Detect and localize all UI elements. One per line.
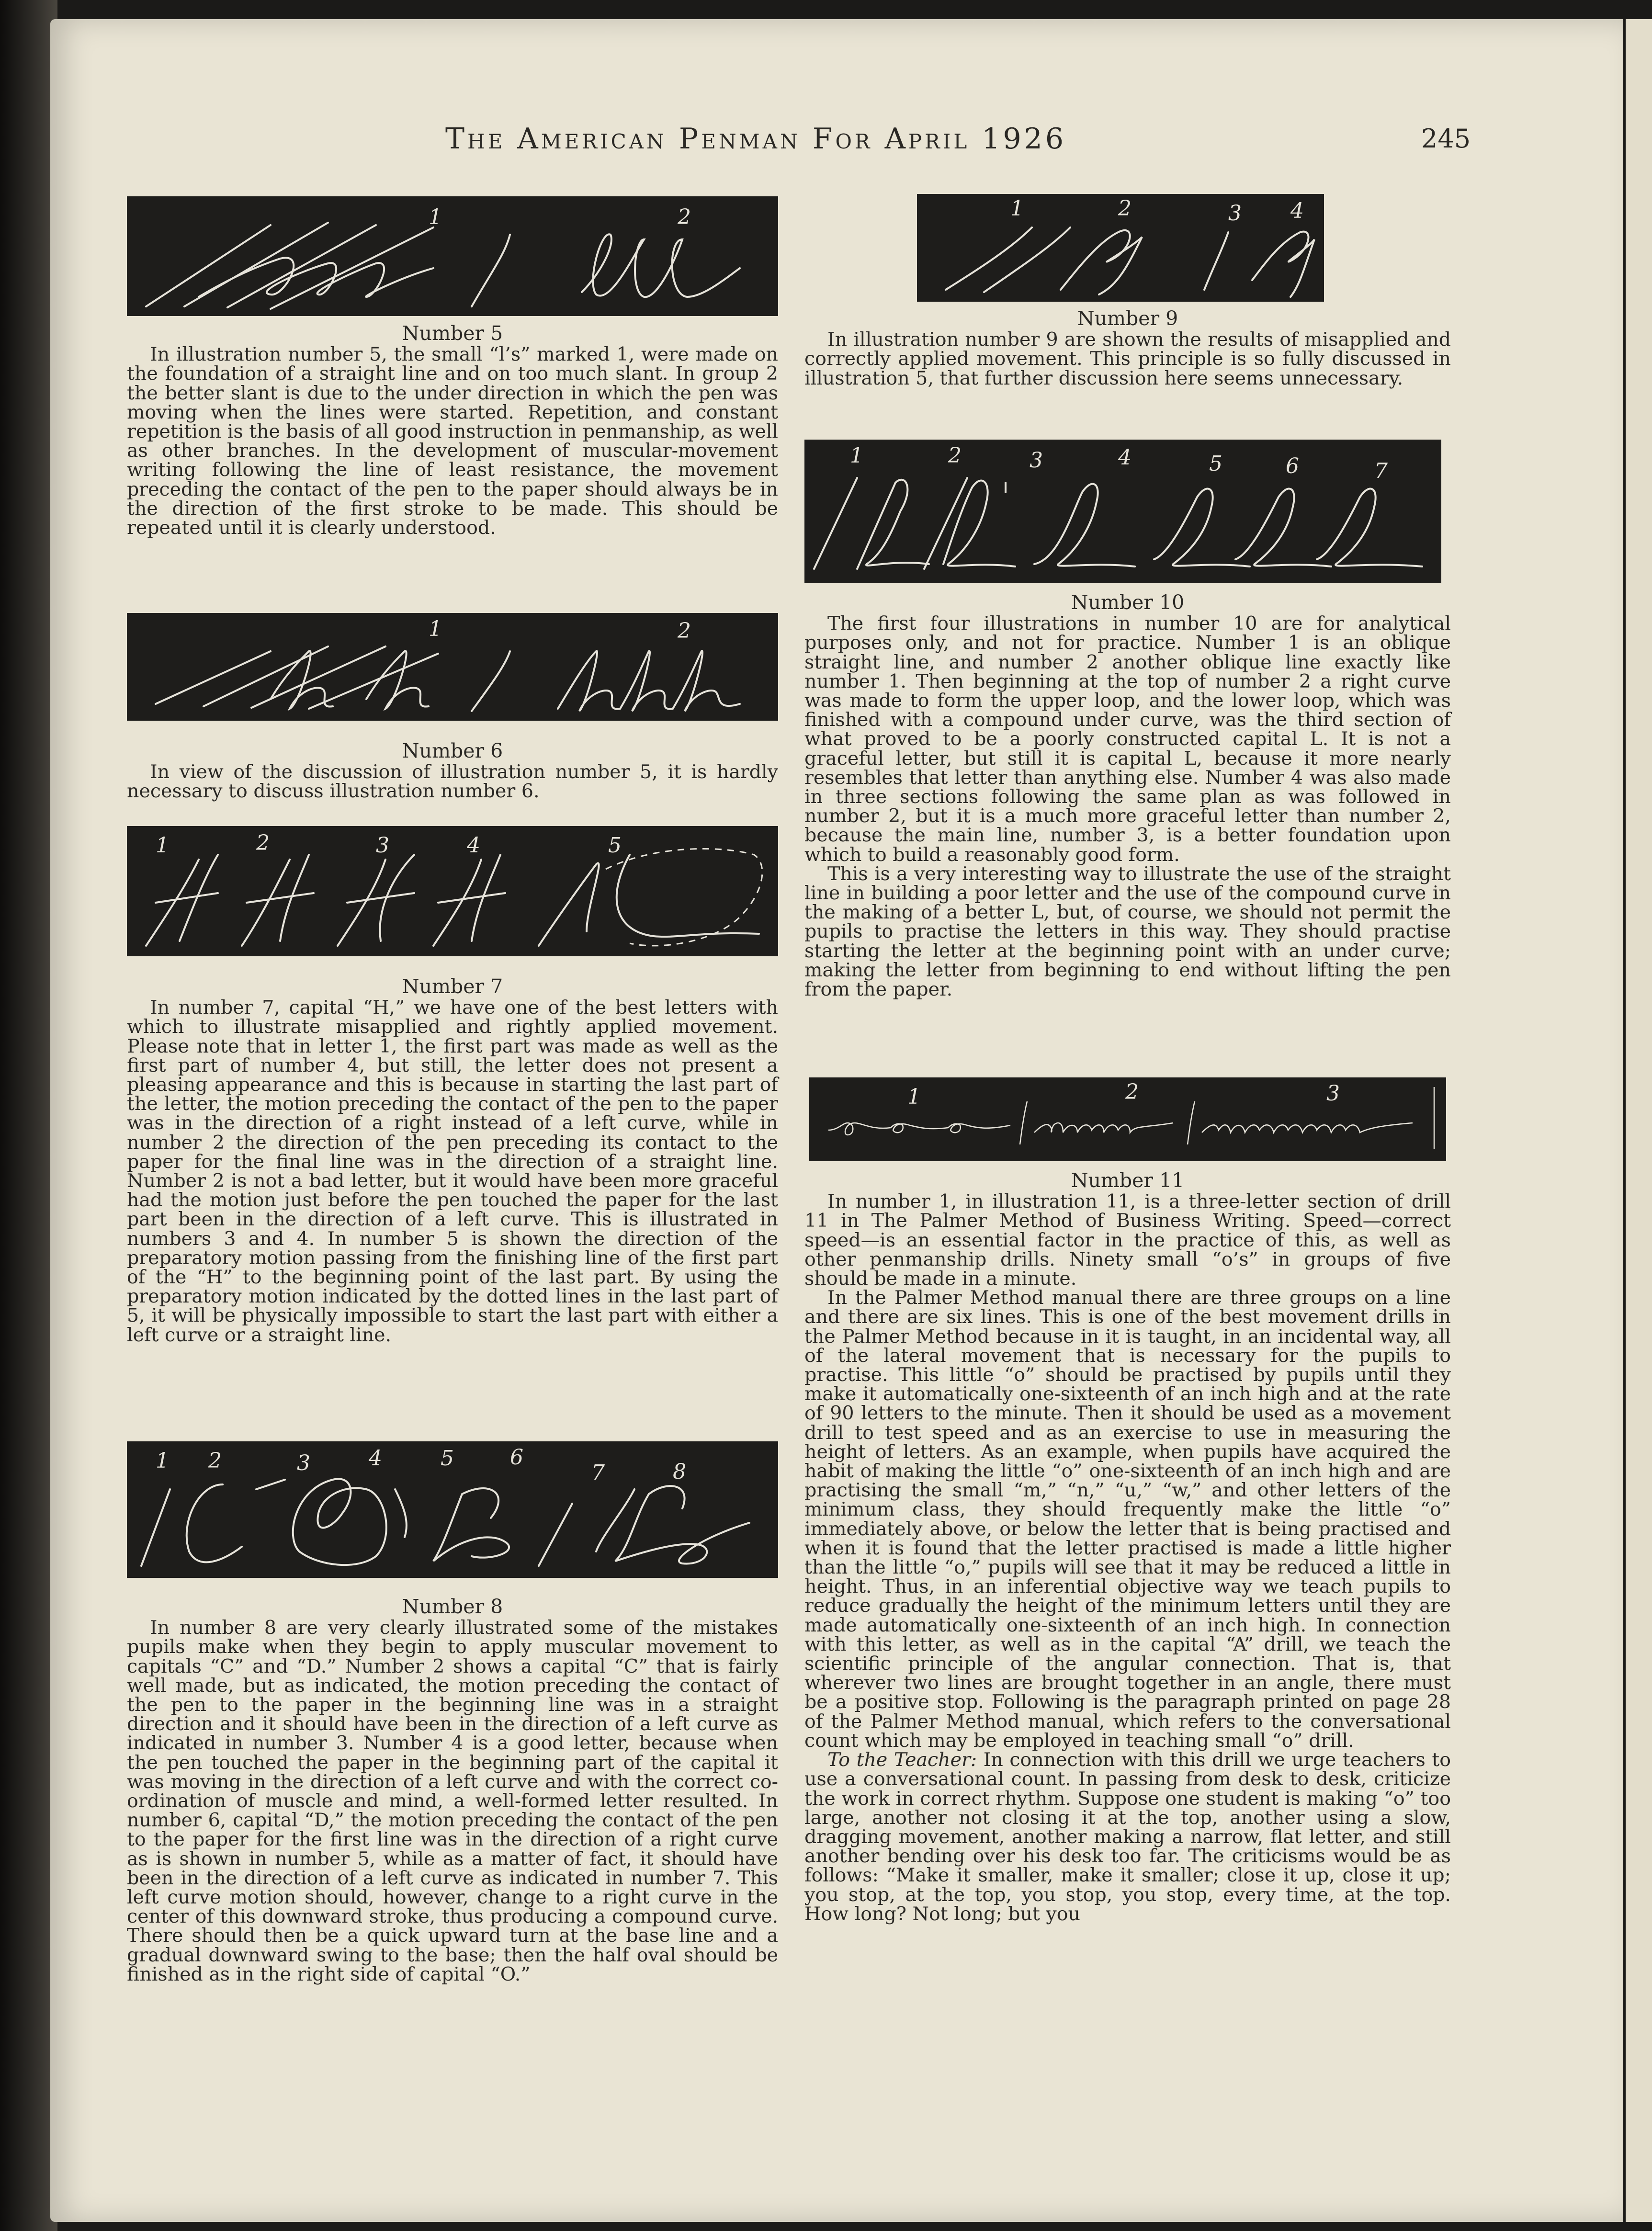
section-number-10 <box>804 593 1451 999</box>
fig7-label-3: 3 <box>376 833 389 858</box>
section-number-7 <box>127 977 778 1345</box>
fig8-label-6: 6 <box>510 1445 523 1470</box>
fig11-label-1: 1 <box>907 1085 921 1109</box>
fig9-label-2: 2 <box>1118 196 1132 221</box>
paragraph-number-11-b: In the Palmer Method manual there are three groups on a line and there are six lines. This is one of the best movement drills in the Palmer Method because in it is taught, in an incidental way, all of the lateral movement that is necessary for the pupils to practise. This little “o” should be practised by pupils until they make it automatically one-sixteenth of an inch high and at the rate of 90 letters to the minute. Then it should be used as a movement drill to test speed and as an exercise to use in measuring the height of letters. As an example, when pupils have acquired the habit of making the little “o” one-sixteenth of an inch high and are practising the small “m,” “n,” “u,” “w,” and other letters of the minimum class, they should frequently make the little “o” immediately above, or below the letter that is being practised and when it is found that the letter practised is made a little higher than the little “o,” pupils will see that it may be reduced a little in height. Thus, in an inferential objective way we teach pupils to reduce gradually the height of the minimum letters until they are made automatically one-sixteenth of an inch high. In connection with this letter, as well as in the capital “A” drill, we teach the scientific principle of the angular connection. That is, that wherever two lines are brought together in an angle, there must be a positive stop. Following is the paragraph printed on page 28 of the Palmer Method manual, which refers to the conversational count which may be employed in teaching small “o” drill. <box>804 1287 1451 1752</box>
fig6-label-2: 2 <box>678 619 691 643</box>
figure-number-11 <box>809 1077 1446 1161</box>
fig10-label-2: 2 <box>948 443 962 468</box>
figure-number-7 <box>127 826 778 956</box>
book-spine-shadow <box>0 0 57 2231</box>
fig7-label-4: 4 <box>467 833 480 858</box>
figure-number-5 <box>127 196 778 316</box>
paragraph-number-9: In illustration number 9 are shown the results of misapplied and correctly applied movement. This principle is so fully discussed in illustration 5, that further discussion here seems unnecessary. <box>804 328 1451 389</box>
fig11-label-3: 3 <box>1326 1081 1340 1106</box>
fig10-label-4: 4 <box>1118 445 1132 470</box>
section-number-9 <box>804 309 1451 388</box>
fig7-label-5: 5 <box>608 833 622 858</box>
fig8-label-7: 7 <box>591 1461 605 1485</box>
caption-number-5: Number 5 <box>402 322 503 345</box>
paragraph-number-5: In illustration number 5, the small “l’s” marked 1, were made on the foundation of a straight line and on too much slant. In group 2 the better slant is due to the under direction in which the pen was moving when the lines were started. Repetition, and constant repetition is the basis of all good instruction in penmanship, as well as other branches. In the development of muscular-movement writing following the line of least resistance, the movement preceding the contact of the pen to the paper should always be in the direction of the first stroke to be made. This should be repeated until it is clearly understood. <box>127 343 778 539</box>
fig10-label-3: 3 <box>1030 448 1043 473</box>
fig9-label-4: 4 <box>1290 199 1304 223</box>
paragraph-to-the-teacher <box>804 1750 1451 1924</box>
paragraph-number-8: In number 8 are very clearly illustrated some of the mistakes pupils make when they begin to apply muscular movement to capitals “C” and “D.” Number 2 shows a capital “C” that is fairly well made, but as indicated, the motion preceding the contact of the pen to the paper in the beginning line was in a straight direction and it should have been in the direction of a left curve as indicated in number 3. Number 4 is a good letter, because when the pen touched the paper in the beginning part of the capital it was moving in the direction of a left curve and with the correct co-ordination of muscle and mind, a well-formed letter resulted. In number 6, capital “D,” the motion preceding the contact of the pen to the paper for the first line was in the direction of a right curve as is shown in number 5, while as a matter of fact, it should have been in the direction of a left curve as indicated in number 7. This left curve motion should, however, change to a right curve in the center of this downward stroke, thus producing a compound curve. There should then be a quick upward turn at the base line and a gradual downward swing to the base; then the half oval should be finished as in the right side of capital “O.” <box>127 1617 778 1985</box>
page-number: 245 <box>1421 124 1471 154</box>
fig10-label-6: 6 <box>1286 454 1299 478</box>
fig9-label-1: 1 <box>1010 196 1024 221</box>
paragraph-number-7: In number 7, capital “H,” we have one of the best letters with which to illustrate misapplied and rightly applied movement. Please note that in letter 1, the first part was made as well as the first part of number 4, but still, the letter does not present a pleasing appearance and this is because in starting the last part of the letter, the motion preceding the contact of the pen to the paper was in the direction of a right instead of a left curve, while in number 2 the direction of the pen preceding its contact to the paper for the final line was in the direction of a straight line. Number 2 is not a bad letter, but it would have been more graceful had the motion just before the pen touched the paper for the last part been in the direction of a left curve. This is illustrated in numbers 3 and 4. In number 5 is shown the direction of the preparatory motion passing from the finishing line of the first part of the “H” to the beginning point of the last part. By using the preparatory motion indicated by the dotted lines in the last part of 5, it will be physically impossible to start the last part with either a left curve or a straight line. <box>127 997 778 1346</box>
paragraph-number-10-a: The first four illustrations in number 10 are for analytical purposes only, and not for practice. Number 1 is an oblique straight line, and number 2 another oblique line exactly like number 1. Then beginning at the top of number 2 a right curve was made to form the upper loop, and the lower loop, which was finished with a compound under curve, was the third section of what proved to be a poorly constructed capital L. It is not a graceful letter, but still it is capital L, because it more nearly resembles that letter than anything else. Number 4 was also made in three sections following the same plan as was followed in number 2, but it is a much more graceful letter than number 2, because the main line, number 3, is a better foundation upon which to build a reasonably good form. <box>804 612 1451 866</box>
fig8-label-5: 5 <box>441 1446 454 1471</box>
fig8-label-8: 8 <box>673 1460 686 1484</box>
fig8-label-2: 2 <box>208 1449 222 1473</box>
caption-number-11: Number 11 <box>1071 1169 1185 1192</box>
fig6-label-1: 1 <box>429 617 442 641</box>
caption-number-8: Number 8 <box>402 1595 503 1618</box>
to-the-teacher-text: In connection with this drill we urge teachers to use a conversational count. In passing from desk to desk, criticize the work in correct rhythm. Suppose one student is making “o” too large, another not closing it at the top, another using a slow, dragging movement, another making a narrow, flat letter, and still another bending over his desk too far. The criticisms would be as follows: “Make it smaller, make it smaller; close it up, close it up; you stop, at the top, you stop, you stop, every time, at the top. How long? Not long; but you <box>804 1749 1451 1925</box>
running-header: The American Penman For April 1926 <box>445 122 1067 156</box>
fig10-label-5: 5 <box>1209 452 1222 476</box>
caption-number-9: Number 9 <box>1077 307 1178 330</box>
figure-number-6 <box>127 613 778 721</box>
fig5-label-2: 2 <box>678 205 691 229</box>
section-number-6 <box>127 741 778 801</box>
section-number-5 <box>127 324 778 537</box>
page-edge <box>1626 19 1652 2222</box>
caption-number-7: Number 7 <box>402 975 503 998</box>
paragraph-number-6: In view of the discussion of illustration number 5, it is hardly necessary to discuss illustration number 6. <box>127 761 778 803</box>
paragraph-number-11-a: In number 1, in illustration 11, is a three-letter section of drill 11 in The Palmer Method of Business Writing. Speed—correct speed—is an essential factor in the practice of this, as well as other penmanship drills. Ninety small “o’s” in groups of five should be made in a minute. <box>804 1190 1451 1290</box>
paragraph-number-10-b: This is a very interesting way to illustrate the use of the straight line in building a poor letter and the use of the compound curve in the making of a better L, but, of course, we should not permit the pupils to practise the letters in this way. They should practise starting the letter at the beginning point with an under curve; making the letter from beginning to end without lifting the pen from the paper. <box>804 862 1451 1001</box>
figure-number-8 <box>127 1441 778 1578</box>
section-number-8 <box>127 1597 778 1984</box>
figure-number-10 <box>804 440 1441 583</box>
section-number-11 <box>804 1171 1451 1924</box>
caption-number-10: Number 10 <box>1071 591 1185 614</box>
fig11-label-2: 2 <box>1125 1080 1139 1104</box>
figure-number-9 <box>917 194 1324 302</box>
fig7-label-2: 2 <box>256 831 270 855</box>
fig8-label-3: 3 <box>297 1451 310 1475</box>
fig9-label-3: 3 <box>1228 201 1242 226</box>
fig7-label-1: 1 <box>156 833 169 858</box>
fig10-label-1: 1 <box>850 443 863 468</box>
caption-number-6: Number 6 <box>402 739 503 762</box>
to-the-teacher-label: To the Teacher: <box>827 1749 977 1771</box>
fig8-label-1: 1 <box>156 1449 169 1473</box>
fig5-label-1: 1 <box>429 205 442 229</box>
fig10-label-7: 7 <box>1374 459 1388 483</box>
fig8-label-4: 4 <box>369 1446 382 1471</box>
